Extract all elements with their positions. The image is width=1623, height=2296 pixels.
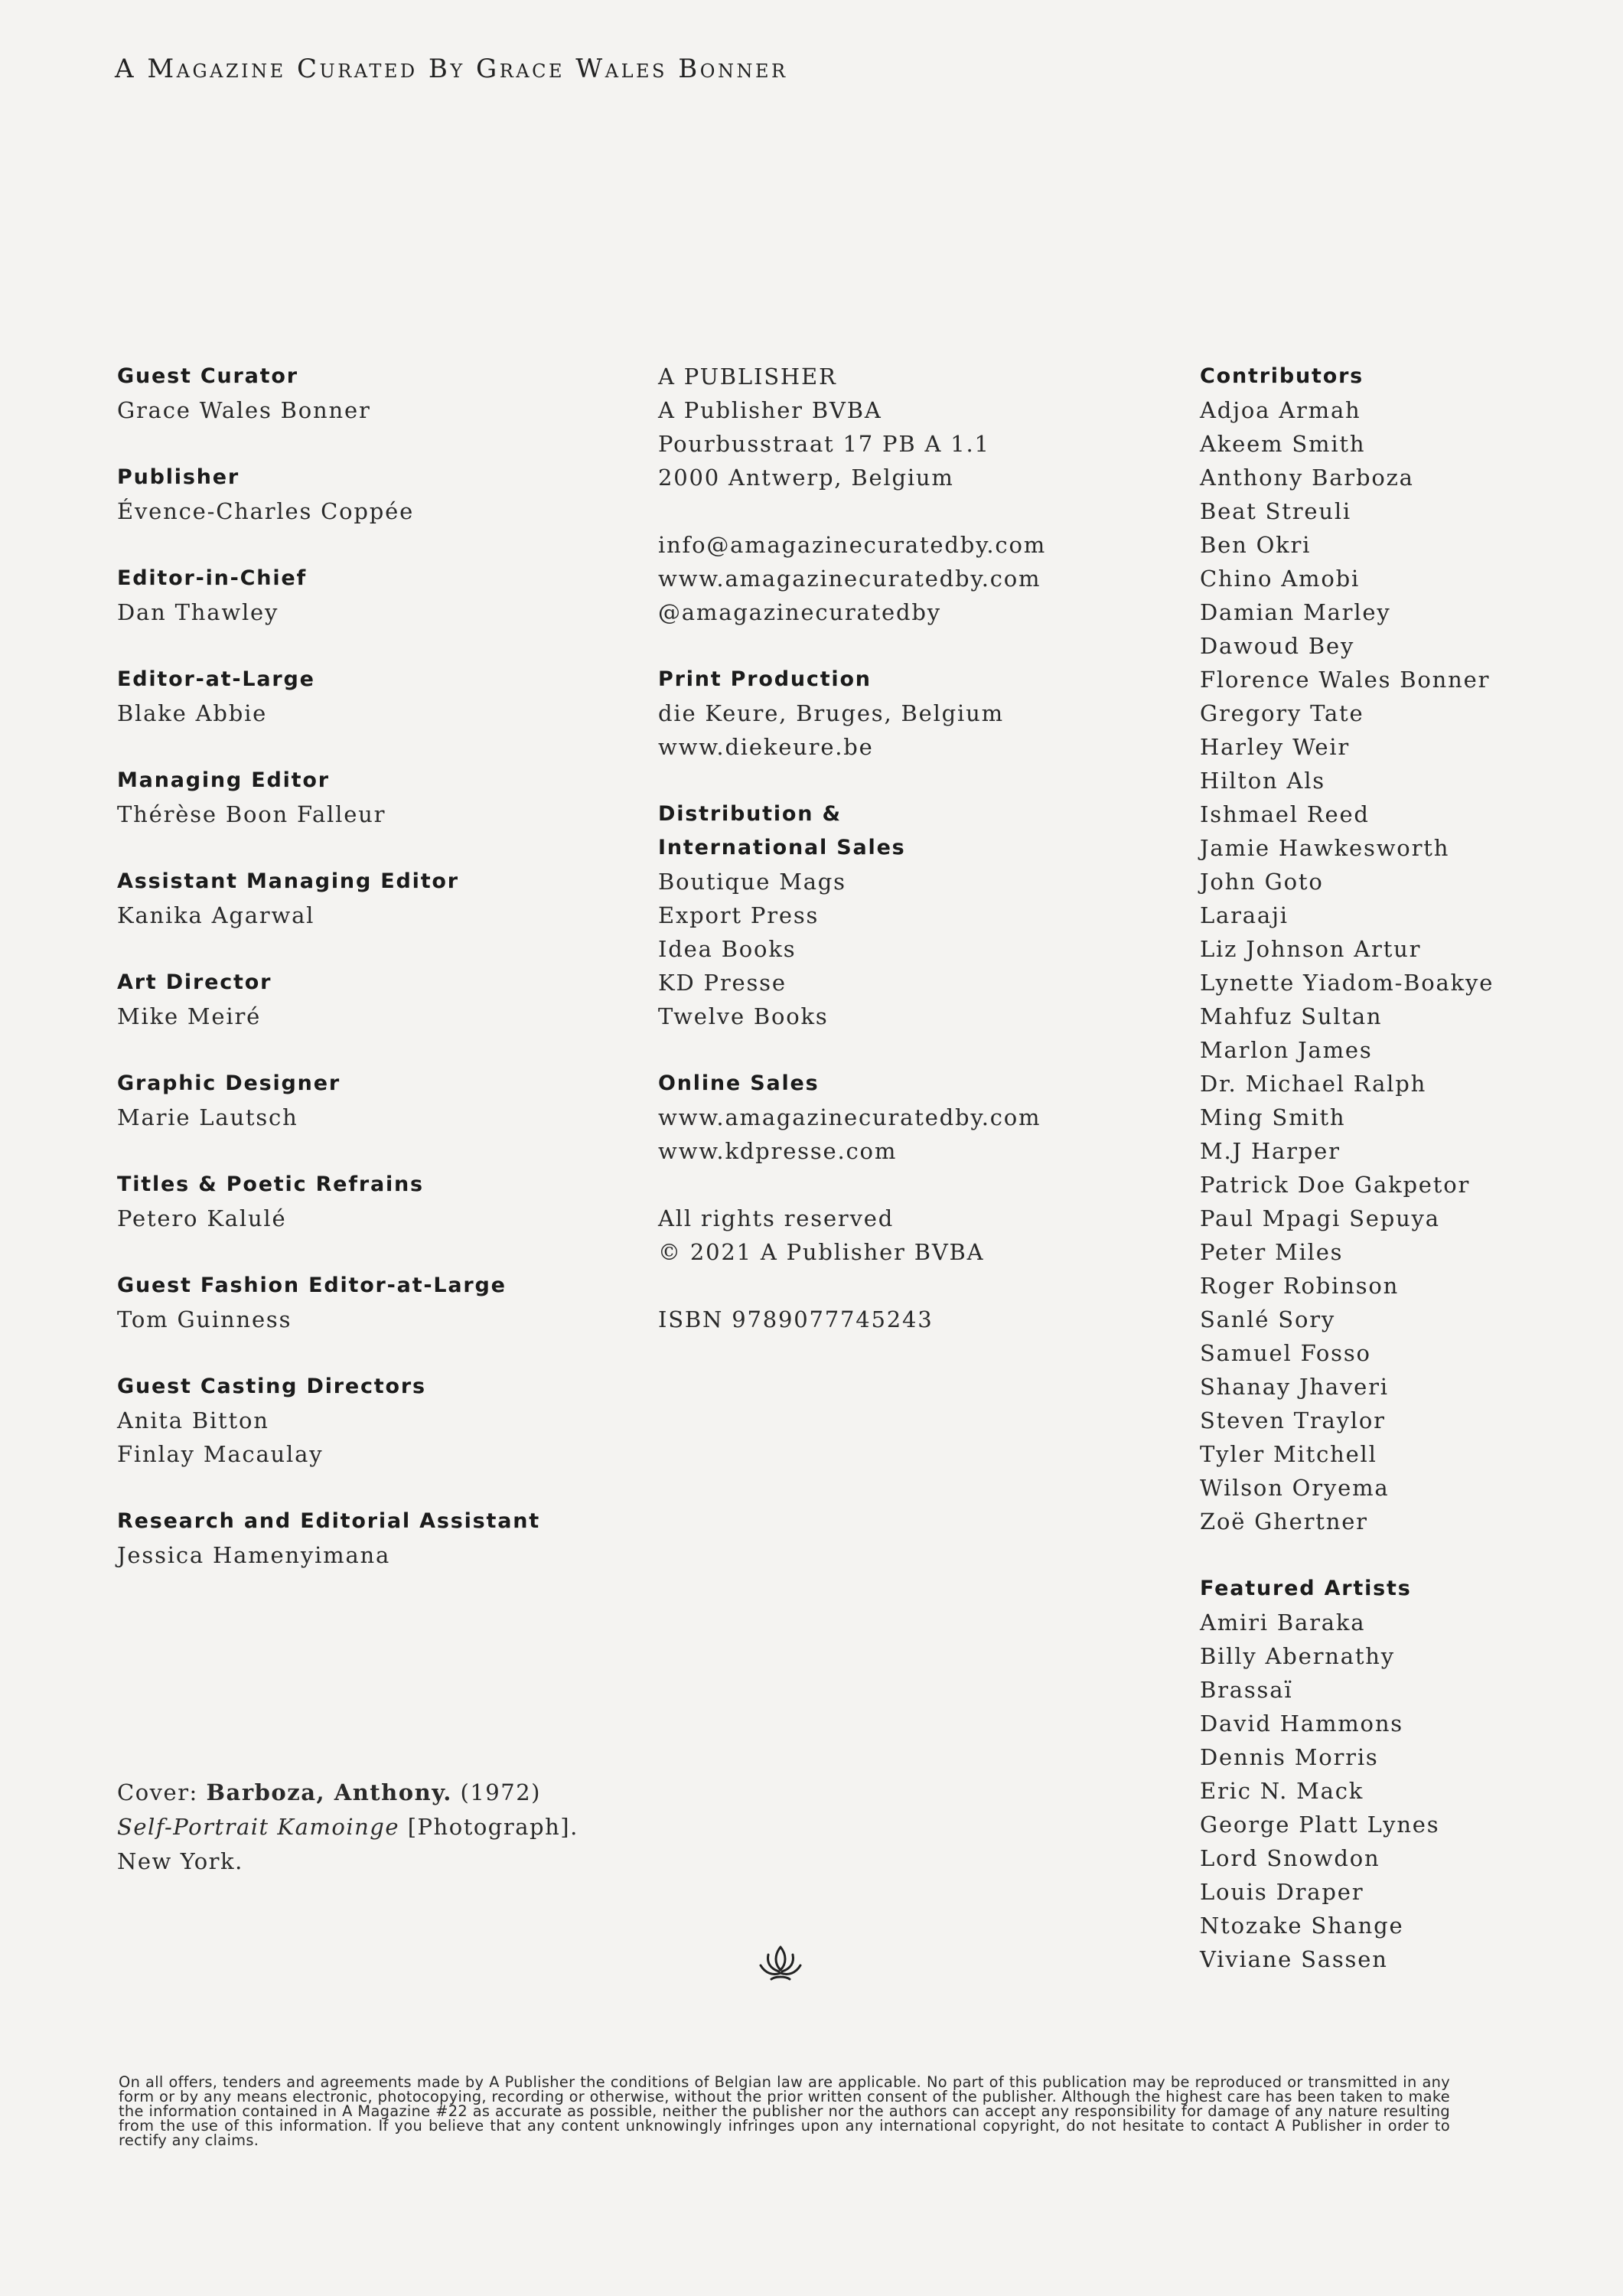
- online-sales-heading: Online Sales: [658, 1071, 820, 1095]
- contributor-name: Wilson Oryema: [1200, 1475, 1390, 1501]
- staff-name: Kanika Agarwal: [117, 902, 315, 928]
- contributor-name: Lynette Yiadom-Boakye: [1200, 970, 1494, 996]
- print-production-block: [658, 663, 1148, 764]
- contributor-name: Tyler Mitchell: [1200, 1441, 1377, 1467]
- featured-artists-block: [1200, 1572, 1598, 1976]
- featured-artist-name: Eric N. Mack: [1200, 1778, 1364, 1804]
- staff-name: Marie Lautsch: [117, 1104, 298, 1130]
- address-line: Pourbusstraat 17 PB A 1.1: [658, 431, 990, 457]
- staff-credit-block: [117, 360, 607, 427]
- contact-email: info@amagazinecuratedby.com: [658, 532, 1047, 558]
- printer-name: die Keure, Bruges, Belgium: [658, 700, 1004, 726]
- staff-credit-block: [117, 1370, 607, 1471]
- staff-name: Anita Bitton: [117, 1407, 269, 1433]
- staff-role-heading: Titles & Poetic Refrains: [117, 1172, 424, 1196]
- contact-social-handle: @amagazinecuratedby: [658, 599, 941, 625]
- featured-artist-name: David Hammons: [1200, 1711, 1403, 1737]
- contributors-column: [1200, 360, 1598, 2010]
- distribution-heading: Distribution &: [658, 802, 842, 826]
- staff-name: Évence-Charles Coppée: [117, 498, 415, 524]
- cover-prefix: Cover:: [117, 1779, 207, 1805]
- staff-credit-block: [117, 1067, 607, 1134]
- legal-disclaimer: On all offers, tenders and agreements made by A Publisher the conditions of Belgian law are applicable. No part of this publication may be reproduced or transmitted in any form or by any means electronic, photocopying, recording or otherwise, without the prior written consent of the publisher. Although the highest care has been taken to make the information contained in A Magazine #22 as accurate as possible, neither the publisher nor the authors can accept any responsibility for damage of any nature resulting from the use of this information. If you believe that any content unknowingly infringes upon any international copyright, do not hesitate to contact A Publisher in order to rectify any claims.: [119, 2073, 1450, 2149]
- featured-artist-name: Amiri Baraka: [1200, 1609, 1366, 1636]
- staff-name: Thérèse Boon Falleur: [117, 801, 386, 827]
- featured-artist-name: Dennis Morris: [1200, 1744, 1379, 1770]
- contributor-name: Zoë Ghertner: [1200, 1508, 1368, 1534]
- staff-credit-block: [117, 461, 607, 528]
- staff-role-heading: Graphic Designer: [117, 1071, 341, 1095]
- cover-year: (1972): [451, 1779, 541, 1805]
- contributor-name: Liz Johnson Artur: [1200, 936, 1422, 962]
- publisher-name: A PUBLISHER: [658, 364, 837, 390]
- distributor-name: Idea Books: [658, 936, 797, 962]
- staff-role-heading: Research and Editorial Assistant: [117, 1509, 540, 1533]
- staff-name: Petero Kalulé: [117, 1205, 287, 1231]
- cover-title: Self-Portrait Kamoinge: [117, 1814, 400, 1840]
- staff-credit-block: [117, 1269, 607, 1336]
- distributor-name: Twelve Books: [658, 1003, 829, 1029]
- staff-name: Jessica Hamenyimana: [117, 1542, 391, 1568]
- contributor-name: Damian Marley: [1200, 599, 1391, 625]
- featured-artist-name: Brassaï: [1200, 1677, 1293, 1703]
- publisher-info-column: [658, 360, 1148, 1370]
- lotus-ornament-icon: [758, 1942, 803, 1985]
- featured-artists-heading: Featured Artists: [1200, 1577, 1412, 1600]
- staff-name: Finlay Macaulay: [117, 1441, 324, 1467]
- contact-website: www.amagazinecuratedby.com: [658, 566, 1041, 592]
- contact-block: [658, 528, 1148, 629]
- cover-credit-line: [117, 1776, 699, 1810]
- staff-role-heading: Editor-at-Large: [117, 667, 315, 691]
- featured-artist-name: Louis Draper: [1200, 1879, 1364, 1905]
- address-line: A Publisher BVBA: [658, 397, 882, 423]
- rights-reserved: All rights reserved: [658, 1205, 895, 1231]
- contributor-name: Ishmael Reed: [1200, 801, 1370, 827]
- print-production-heading: Print Production: [658, 667, 872, 691]
- distributor-name: Boutique Mags: [658, 869, 846, 895]
- staff-role-heading: Guest Casting Directors: [117, 1375, 426, 1398]
- contributor-name: Harley Weir: [1200, 734, 1351, 760]
- isbn-block: [658, 1303, 1148, 1336]
- contributor-name: M.J Harper: [1200, 1138, 1341, 1164]
- staff-name: Tom Guinness: [117, 1306, 292, 1332]
- contributors-list: [1200, 393, 1598, 1538]
- contributor-name: Samuel Fosso: [1200, 1340, 1371, 1366]
- contributor-name: Sanlé Sory: [1200, 1306, 1336, 1332]
- staff-role-heading: Editor-in-Chief: [117, 566, 308, 590]
- staff-name: Dan Thawley: [117, 599, 279, 625]
- featured-artist-name: George Platt Lynes: [1200, 1812, 1440, 1838]
- printer-website: www.diekeure.be: [658, 734, 874, 760]
- staff-credits-column: [117, 360, 607, 1606]
- staff-credit-block: [117, 966, 607, 1033]
- staff-role-heading: Managing Editor: [117, 768, 330, 792]
- staff-credit-block: [117, 562, 607, 629]
- cover-credit: [117, 1776, 699, 1879]
- isbn: ISBN 9789077745243: [658, 1306, 934, 1332]
- cover-place: New York.: [117, 1848, 243, 1874]
- staff-credit-block: [117, 865, 607, 932]
- contributor-name: Patrick Doe Gakpetor: [1200, 1172, 1471, 1198]
- featured-artist-name: Billy Abernathy: [1200, 1643, 1395, 1669]
- copyright-notice: © 2021 A Publisher BVBA: [658, 1239, 985, 1265]
- contributor-name: Anthony Barboza: [1200, 465, 1414, 491]
- staff-role-heading: Guest Fashion Editor-at-Large: [117, 1274, 507, 1297]
- contributor-name: Hilton Als: [1200, 768, 1325, 794]
- staff-role-heading: Assistant Managing Editor: [117, 869, 459, 893]
- staff-name: Mike Meiré: [117, 1003, 262, 1029]
- contributor-name: Dawoud Bey: [1200, 633, 1355, 659]
- contributor-name: Steven Traylor: [1200, 1407, 1386, 1433]
- contributor-name: Florence Wales Bonner: [1200, 667, 1491, 693]
- contributor-name: Marlon James: [1200, 1037, 1373, 1063]
- contributor-name: Ben Okri: [1200, 532, 1312, 558]
- contributor-name: Beat Streuli: [1200, 498, 1352, 524]
- staff-name: Blake Abbie: [117, 700, 268, 726]
- cover-author: Barboza, Anthony.: [206, 1779, 452, 1805]
- featured-artist-name: Viviane Sassen: [1200, 1946, 1388, 1972]
- contributors-block: [1200, 360, 1598, 1538]
- contributor-name: Jamie Hawkesworth: [1200, 835, 1450, 861]
- contributor-name: Shanay Jhaveri: [1200, 1374, 1389, 1400]
- staff-role-heading: Art Director: [117, 970, 272, 994]
- online-sales-url: www.amagazinecuratedby.com: [658, 1104, 1041, 1130]
- featured-artists-list: [1200, 1606, 1598, 1976]
- online-sales-url: www.kdpresse.com: [658, 1138, 898, 1164]
- rights-block: [658, 1202, 1148, 1269]
- contributors-heading: Contributors: [1200, 364, 1364, 388]
- contributor-name: John Goto: [1200, 869, 1324, 895]
- featured-artist-name: Lord Snowdon: [1200, 1845, 1380, 1871]
- staff-credit-block: [117, 1505, 607, 1572]
- cover-title-line: [117, 1810, 699, 1844]
- contributor-name: Mahfuz Sultan: [1200, 1003, 1383, 1029]
- contributor-name: Peter Miles: [1200, 1239, 1344, 1265]
- staff-credit-block: [117, 1168, 607, 1235]
- address-line: 2000 Antwerp, Belgium: [658, 465, 954, 491]
- distributor-name: KD Presse: [658, 970, 787, 996]
- distribution-block: [658, 797, 1148, 1033]
- contributor-name: Paul Mpagi Sepuya: [1200, 1205, 1440, 1231]
- contributor-name: Adjoa Armah: [1200, 397, 1361, 423]
- staff-credit-block: [117, 663, 607, 730]
- featured-artist-name: Ntozake Shange: [1200, 1913, 1404, 1939]
- contributor-name: Chino Amobi: [1200, 566, 1361, 592]
- staff-name: Grace Wales Bonner: [117, 397, 371, 423]
- contributor-name: Laraaji: [1200, 902, 1289, 928]
- publisher-address-block: [658, 360, 1148, 494]
- running-head: A Magazine Curated By Grace Wales Bonner: [115, 54, 788, 84]
- staff-credit-block: [117, 764, 607, 831]
- contributor-name: Akeem Smith: [1200, 431, 1366, 457]
- contributor-name: Ming Smith: [1200, 1104, 1346, 1130]
- distribution-heading: International Sales: [658, 836, 906, 859]
- contributor-name: Gregory Tate: [1200, 700, 1364, 726]
- staff-role-heading: Publisher: [117, 465, 240, 489]
- contributor-name: Roger Robinson: [1200, 1273, 1400, 1299]
- contributor-name: Dr. Michael Ralph: [1200, 1071, 1427, 1097]
- staff-role-heading: Guest Curator: [117, 364, 298, 388]
- online-sales-block: [658, 1067, 1148, 1168]
- distributor-name: Export Press: [658, 902, 820, 928]
- cover-medium: [Photograph].: [399, 1814, 578, 1840]
